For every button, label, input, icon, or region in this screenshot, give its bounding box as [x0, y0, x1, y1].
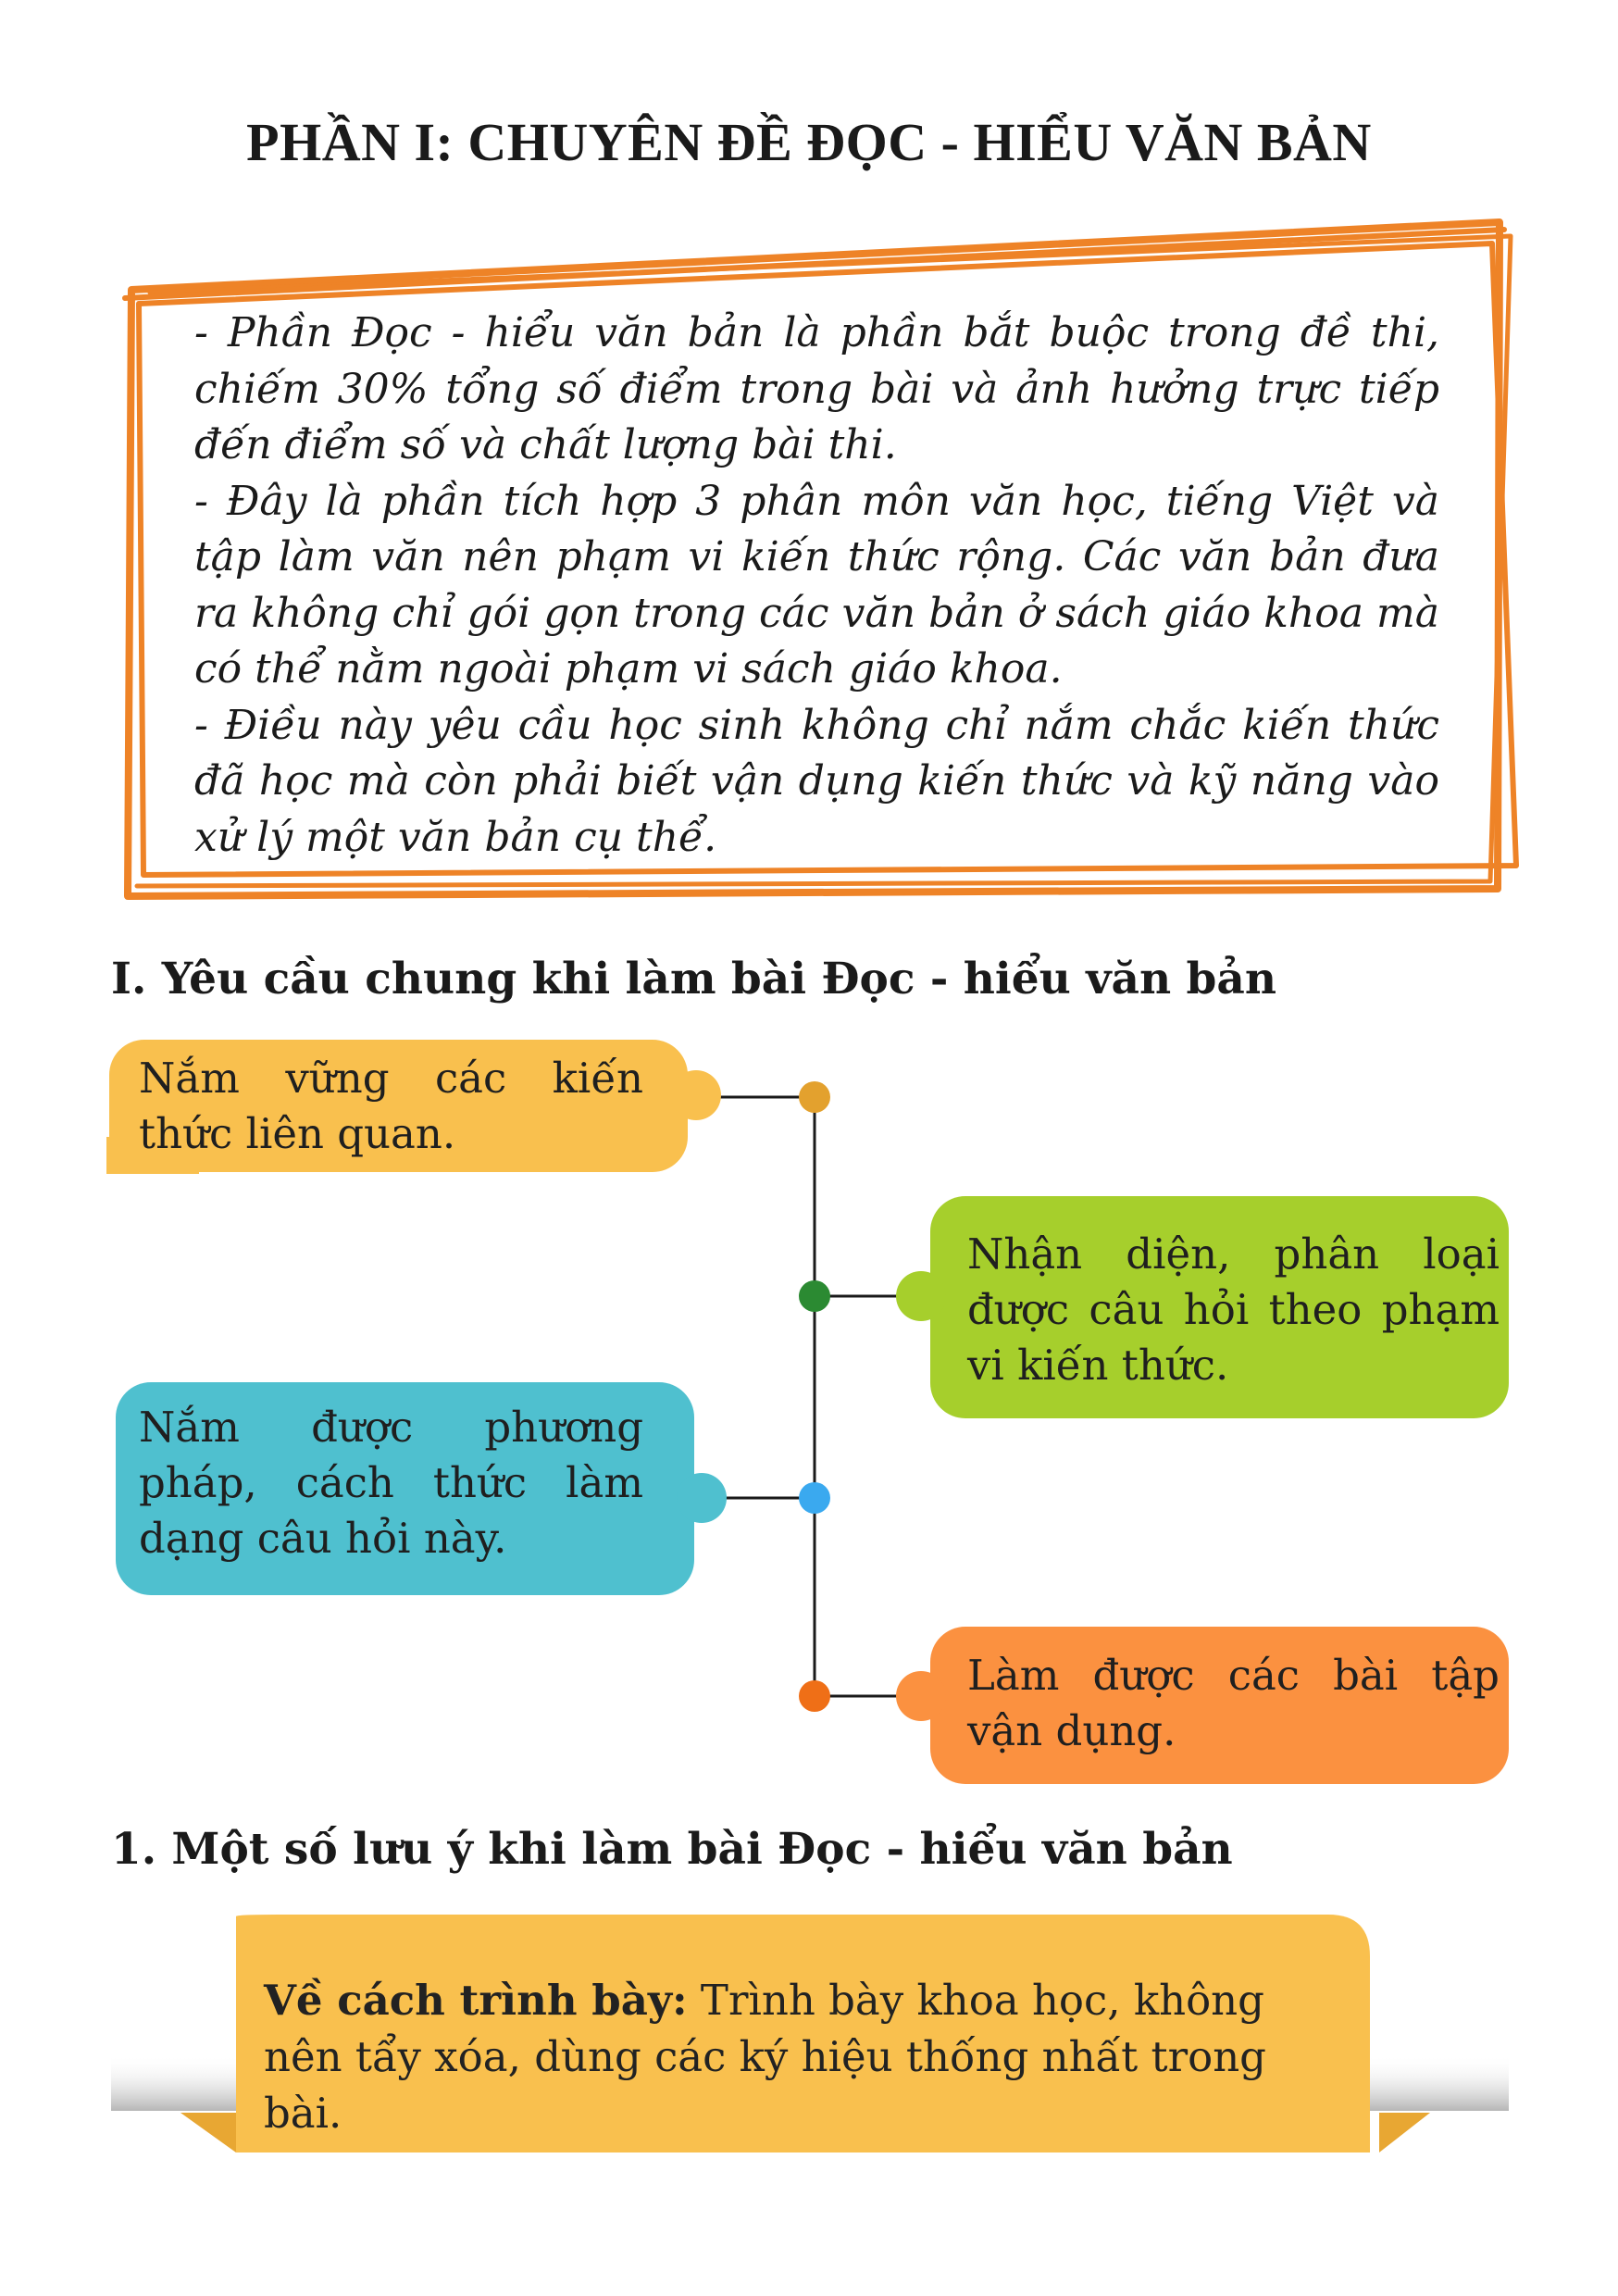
requirement-4: Làm được các bài tập vận dụng.	[967, 1651, 1500, 1755]
page-title: PHẦN I: CHUYÊN ĐỀ ĐỌC - HIỂU VĂN BẢN	[246, 112, 1372, 172]
tip-label: Về cách trình bày:	[264, 1976, 688, 2025]
intro-paragraph-2: - Đây là phần tích hợp 3 phân môn văn học, tiếng Việt và tập làm văn nên phạm vi kiến thức rộng. Các văn bản đưa ra không chỉ gói gọn trong các văn bản ở sách giáo khoa mà có thể nằm ngoài phạm vi sách giáo khoa.	[194, 477, 1439, 693]
requirement-3: Nắm được phương pháp, cách thức làm dạng câu hỏi này.	[139, 1403, 643, 1563]
section-heading-requirements: I. Yêu cầu chung khi làm bài Đọc - hiểu văn bản	[111, 954, 1276, 1004]
requirement-1: Nắm vững các kiến thức liên quan.	[139, 1054, 643, 1158]
requirement-2: Nhận diện, phân loại được câu hỏi theo phạm vi kiến thức.	[967, 1229, 1500, 1390]
tip-text	[264, 1972, 1328, 2141]
intro-paragraph-1: - Phần Đọc - hiểu văn bản là phần bắt buộc trong đề thi, chiếm 30% tổng số điểm trong bài và ảnh hưởng trực tiếp đến điểm số và chất lượng bài thi.	[194, 309, 1439, 468]
section-heading-notes: 1. Một số lưu ý khi làm bài Đọc - hiểu văn bản	[111, 1824, 1233, 1875]
tip-body: Trình bày khoa học, không nên tẩy xóa, dùng các ký hiệu thống nhất trong bài.	[264, 1976, 1266, 2138]
intro-paragraph-3: - Điều này yêu cầu học sinh không chỉ nắm chắc kiến thức đã học mà còn phải biết vận dụng kiến thức và kỹ năng vào xử lý một văn bản cụ thể.	[194, 701, 1439, 861]
